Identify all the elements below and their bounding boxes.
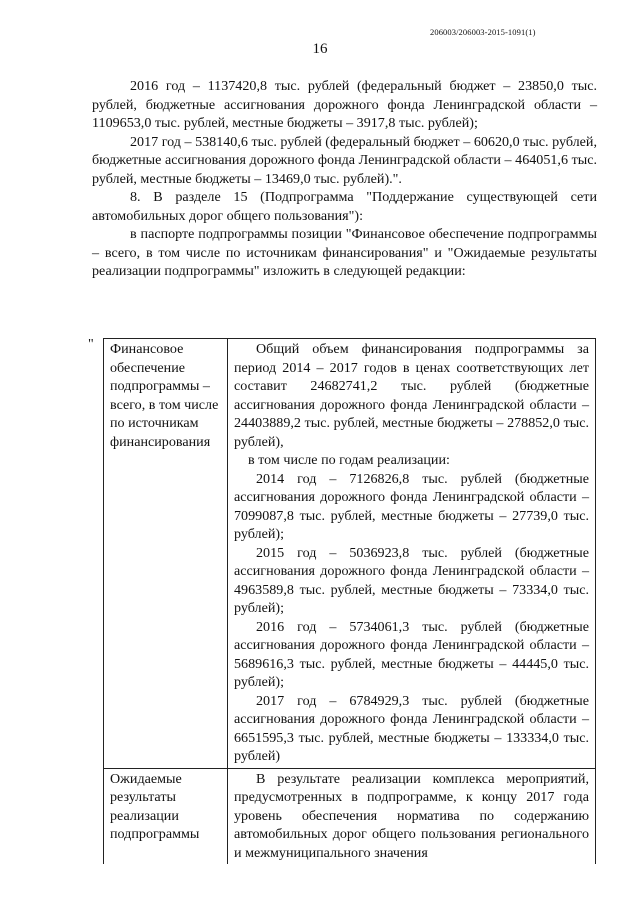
table-row-financing xyxy=(104,339,596,769)
financing-2016: 2016 год – 5734061,3 тыс. рублей (бюджетные ассигнования дорожного фонда Ленинградской области – 5689616,3 тыс. рублей, местные бюджеты – 44445,0 тыс. рублей); xyxy=(234,618,589,690)
passport-table xyxy=(103,338,596,864)
financing-by-years: в том числе по годам реализации: xyxy=(248,452,450,468)
paragraph-section-15: 8. В разделе 15 (Подпрограмма "Поддержание существующей сети автомобильных дорог общего пользования"): xyxy=(92,189,597,224)
expected-results-content xyxy=(228,768,596,864)
financing-label: Финансовое обеспечение подпрограммы – всего, в том числе по источникам финансирования xyxy=(104,339,228,769)
paragraph-2017-funding: 2017 год – 538140,6 тыс. рублей (федеральный бюджет – 60620,0 тыс. рублей, бюджетные ассигнования дорожного фонда Ленинградской области – 464051,6 тыс. рублей, местные бюджеты – 13469,0 тыс. рублей).". xyxy=(92,133,597,187)
financing-2017: 2017 год – 6784929,3 тыс. рублей (бюджетные ассигнования дорожного фонда Ленинградской области – 6651595,3 тыс. рублей, местные бюджеты – 133334,0 тыс. рублей) xyxy=(234,692,589,764)
opening-quote: " xyxy=(88,337,94,352)
financing-total: Общий объем финансирования подпрограммы за период 2014 – 2017 годов в ценах соответствующих лет составит 24682741,2 тыс. рублей (бюджетные ассигнования дорожного фонда Ленинградской области – 24403889,2 тыс. рублей, местные бюджеты – 278852,0 тыс. рублей), xyxy=(234,341,589,450)
page-number: 16 xyxy=(312,41,328,57)
paragraph-2016-funding: 2016 год – 1137420,8 тыс. рублей (федеральный бюджет – 23850,0 тыс. рублей, бюджетные ассигнования дорожного фонда Ленинградской области – 1109653,0 тыс. рублей, местные бюджеты – 3917,8 тыс. рублей); xyxy=(92,78,597,131)
paragraph-passport-instruction: в паспорте подпрограммы позиции "Финансовое обеспечение подпрограммы – всего, в том числе по источникам финансирования" и "Ожидаемые результаты реализации подпрограммы" изложить в следующей редакции: xyxy=(92,226,597,279)
financing-content xyxy=(228,339,596,769)
body-text xyxy=(92,77,597,281)
document-code: 206003/206003-2015-1091(1) xyxy=(430,27,536,37)
table-row-expected-results xyxy=(104,768,596,864)
expected-results-label: Ожидаемые результаты реализации подпрограммы xyxy=(104,768,228,864)
financing-2014: 2014 год – 7126826,8 тыс. рублей (бюджетные ассигнования дорожного фонда Ленинградской области – 7099087,8 тыс. рублей, местные бюджеты – 27739,0 тыс. рублей); xyxy=(234,470,589,542)
expected-results-text: В результате реализации комплекса мероприятий, предусмотренных в подпрограмме, к концу 2017 года уровень обеспечения норматива по содержанию автомобильных дорог общего пользования регионального и межмуниципального значения xyxy=(234,770,589,861)
financing-2015: 2015 год – 5036923,8 тыс. рублей (бюджетные ассигнования дорожного фонда Ленинградской области – 4963589,8 тыс. рублей, местные бюджеты – 73334,0 тыс. рублей); xyxy=(234,544,589,616)
